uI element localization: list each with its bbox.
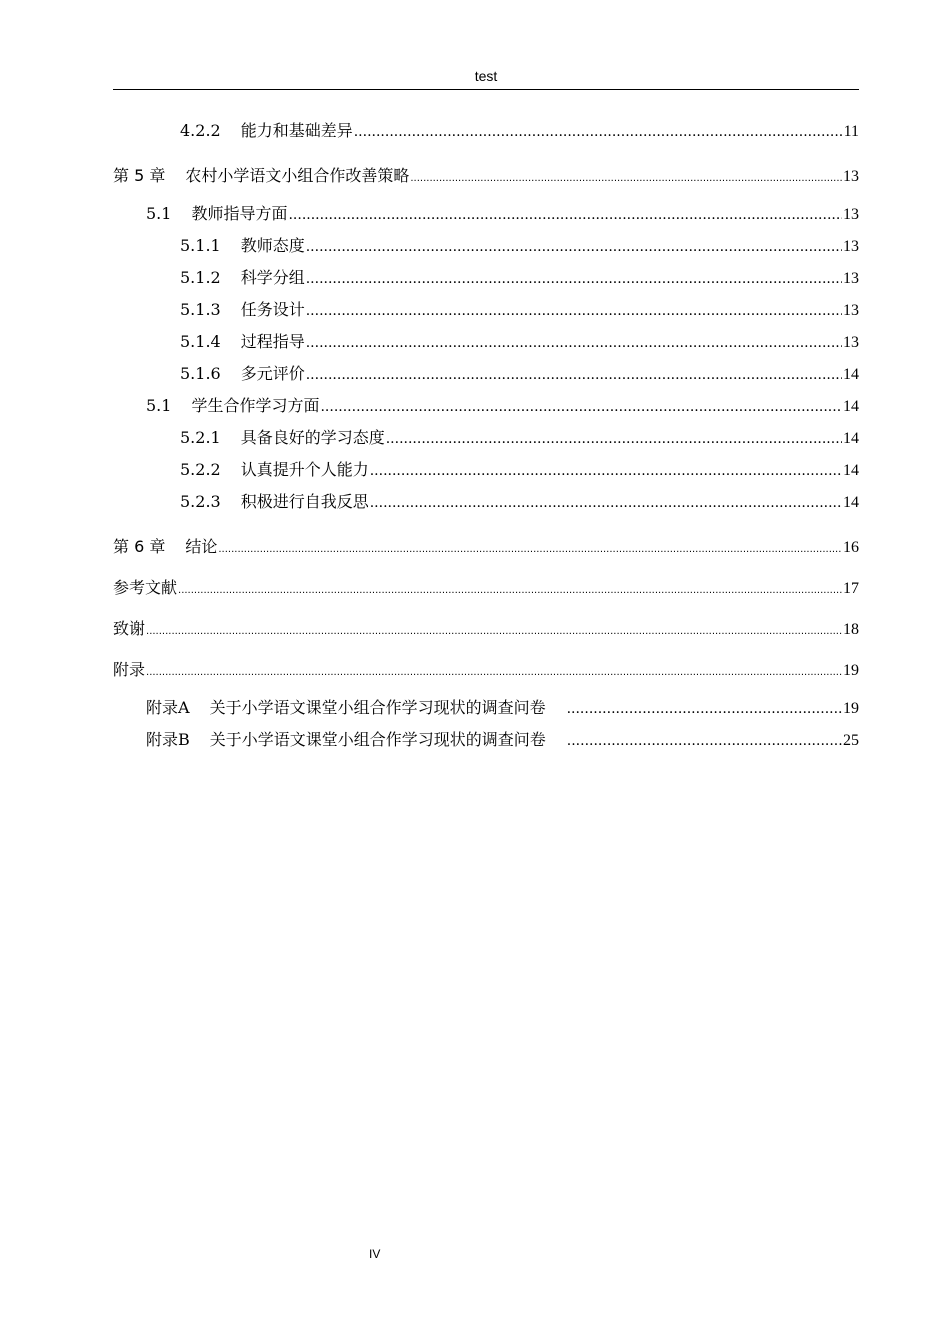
toc-entry-page: 19 bbox=[843, 700, 859, 717]
toc-entry-number: 5.1.3 bbox=[180, 300, 221, 319]
toc-entry-title: 过程指导 bbox=[240, 332, 305, 351]
toc-entry-title: 结论 bbox=[185, 537, 218, 556]
toc-entry-5-2-1[interactable] bbox=[113, 425, 859, 457]
toc-entry-5-1-1[interactable] bbox=[113, 233, 859, 265]
toc-entry-page: 14 bbox=[843, 494, 859, 511]
toc-entry-title: 关于小学语文课堂小组合作学习现状的调查问卷 bbox=[209, 730, 546, 749]
toc-dot-leader bbox=[306, 367, 842, 383]
toc-entry-title: 农村小学语文小组合作改善策略 bbox=[185, 166, 410, 185]
toc-entry-page: 13 bbox=[843, 206, 859, 223]
toc-entry-title: 附录 bbox=[113, 660, 146, 679]
toc-entry-title: 任务设计 bbox=[240, 300, 305, 319]
toc-dot-leader bbox=[370, 495, 842, 511]
toc-dot-leader bbox=[146, 626, 842, 637]
toc-entry-title: 教师指导方面 bbox=[191, 204, 288, 223]
toc-dot-leader bbox=[320, 399, 842, 415]
toc-entry-5-2-3[interactable] bbox=[113, 489, 859, 521]
toc-entry-appendix-a[interactable] bbox=[113, 695, 859, 727]
header-rule bbox=[113, 89, 859, 90]
toc-entry-page: 19 bbox=[843, 662, 859, 679]
toc-entry-title: 参考文献 bbox=[113, 578, 178, 597]
toc-entry-title: 具备良好的学习态度 bbox=[240, 428, 385, 447]
toc-entry-page: 14 bbox=[843, 366, 859, 383]
toc-dot-leader bbox=[370, 463, 842, 479]
toc-entry-title: 认真提升个人能力 bbox=[240, 460, 369, 479]
toc-dot-leader bbox=[288, 207, 842, 223]
toc-entry-4-2-2[interactable] bbox=[113, 118, 859, 150]
toc-entry-page: 25 bbox=[843, 732, 859, 749]
toc-entry-number: 5.1 bbox=[146, 204, 172, 223]
toc-entry-page: 11 bbox=[843, 123, 859, 140]
toc-entry-page: 17 bbox=[843, 580, 859, 597]
toc-dot-leader bbox=[306, 239, 842, 255]
toc-entry-number: 附录A bbox=[146, 698, 190, 717]
toc-entry-page: 13 bbox=[843, 168, 859, 185]
toc-dot-leader bbox=[567, 733, 842, 749]
toc-entry-page: 14 bbox=[843, 462, 859, 479]
toc-dot-leader bbox=[567, 701, 842, 717]
toc-entry-title: 科学分组 bbox=[240, 268, 305, 287]
toc-entry-page: 13 bbox=[843, 270, 859, 287]
toc-dot-leader bbox=[410, 173, 842, 184]
toc-entry-references[interactable] bbox=[113, 572, 859, 613]
toc-entry-number: 5.1.6 bbox=[180, 364, 221, 383]
toc-entry-page: 13 bbox=[843, 302, 859, 319]
toc-entry-page: 14 bbox=[843, 398, 859, 415]
toc-entry-page: 18 bbox=[843, 621, 859, 638]
toc-entry-title: 关于小学语文课堂小组合作学习现状的调查问卷 bbox=[209, 698, 546, 717]
toc-entry-number: 5.2.3 bbox=[180, 492, 221, 511]
page-number-footer: IV bbox=[369, 1247, 381, 1261]
toc-dot-leader bbox=[218, 544, 842, 555]
toc-entry-number: 第 5 章 bbox=[113, 166, 166, 185]
toc-entry-page: 14 bbox=[843, 430, 859, 447]
toc-dot-leader bbox=[306, 303, 842, 319]
toc-entry-title: 积极进行自我反思 bbox=[240, 492, 369, 511]
toc-dot-leader bbox=[306, 335, 842, 351]
toc-entry-acknowledgements[interactable] bbox=[113, 613, 859, 654]
toc-entry-title: 致谢 bbox=[113, 619, 146, 638]
toc-dot-leader bbox=[306, 271, 842, 287]
toc-dot-leader bbox=[354, 124, 843, 140]
toc-entry-chapter-6[interactable] bbox=[113, 531, 859, 572]
toc-entry-title: 学生合作学习方面 bbox=[191, 396, 320, 415]
toc-entry-number: 5.2.2 bbox=[180, 460, 221, 479]
toc-entry-number: 5.1.4 bbox=[180, 332, 221, 351]
toc-entry-5-1-2[interactable] bbox=[113, 265, 859, 297]
toc-entry-5-2-2[interactable] bbox=[113, 457, 859, 489]
toc-entry-5-1[interactable] bbox=[113, 201, 859, 233]
toc-entry-chapter-5[interactable] bbox=[113, 160, 859, 201]
table-of-contents bbox=[113, 118, 859, 759]
toc-entry-number: 4.2.2 bbox=[180, 121, 221, 140]
toc-entry-number: 5.1.2 bbox=[180, 268, 221, 287]
toc-dot-leader bbox=[178, 585, 842, 596]
toc-entry-5-1-3[interactable] bbox=[113, 297, 859, 329]
toc-dot-leader bbox=[146, 667, 842, 678]
toc-entry-page: 13 bbox=[843, 238, 859, 255]
toc-entry-number: 5.2.1 bbox=[180, 428, 221, 447]
toc-entry-5-1-4[interactable] bbox=[113, 329, 859, 361]
toc-dot-leader bbox=[386, 431, 842, 447]
toc-entry-page: 13 bbox=[843, 334, 859, 351]
toc-entry-number: 5.1 bbox=[146, 396, 172, 415]
toc-entry-title: 教师态度 bbox=[240, 236, 305, 255]
toc-entry-page: 16 bbox=[843, 539, 859, 556]
toc-entry-title: 多元评价 bbox=[240, 364, 305, 383]
page-header-title: test bbox=[474, 68, 498, 84]
toc-entry-number: 5.1.1 bbox=[180, 236, 221, 255]
toc-entry-number: 附录B bbox=[146, 730, 190, 749]
toc-entry-number: 第 6 章 bbox=[113, 537, 166, 556]
toc-entry-5-1-6[interactable] bbox=[113, 361, 859, 393]
toc-entry-5-1-student[interactable] bbox=[113, 393, 859, 425]
toc-entry-title: 能力和基础差异 bbox=[240, 121, 353, 140]
toc-entry-appendix-b[interactable] bbox=[113, 727, 859, 759]
toc-entry-appendix[interactable] bbox=[113, 654, 859, 695]
